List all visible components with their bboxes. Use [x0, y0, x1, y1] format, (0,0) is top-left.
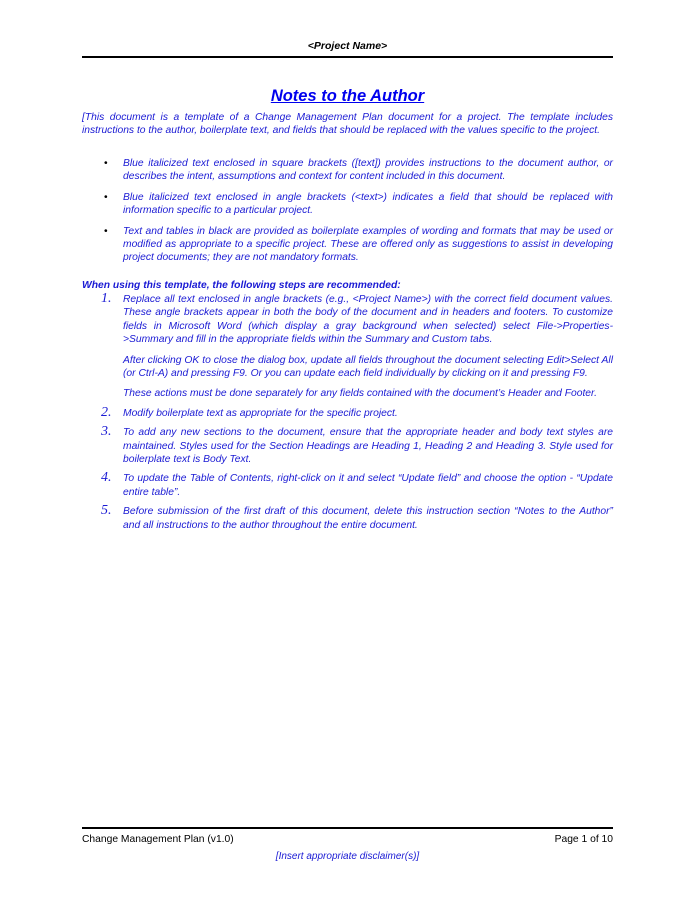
- steps-heading: When using this template, the following steps are recommended:: [82, 280, 401, 291]
- step-text: Before submission of the first draft of this document, delete this instruction section “Notes to the Author” and all instructions to the author throughout the entire document.: [123, 506, 613, 531]
- footer-document-name: Change Management Plan (v1.0): [82, 834, 234, 845]
- bullet-item: [82, 225, 613, 265]
- header-rule: [82, 56, 613, 58]
- bullet-text: Text and tables in black are provided as boilerplate examples of wording and formats that may be used or modified as appropriate to a specific project. These are offered only as suggestions to assist in developing project documents; they are not mandatory formats.: [123, 225, 613, 264]
- step-item: [82, 426, 613, 466]
- step-text: After clicking OK to close the dialog box, update all fields throughout the document selecting Edit>Select All (or Ctrl-A) and pressing F9. Or you can update each field individually by clicking on it and pressing F9.: [123, 354, 613, 380]
- step-number: 3.: [101, 424, 112, 440]
- step-text: Modify boilerplate text as appropriate for the specific project.: [123, 407, 398, 419]
- bullet-icon: •: [104, 158, 108, 169]
- step-text: These actions must be done separately for any fields contained with the document’s Header and Footer.: [123, 388, 597, 400]
- footer-rule: [82, 827, 613, 829]
- step-item: [82, 404, 613, 420]
- footer-page-number: Page 1 of 10: [554, 834, 613, 845]
- footer-disclaimer: [Insert appropriate disclaimer(s)]: [275, 851, 420, 862]
- bullet-list: [82, 157, 613, 272]
- step-number: 2.: [101, 404, 112, 420]
- bullet-icon: •: [104, 225, 108, 237]
- bullet-item: [82, 157, 613, 184]
- step-text: Replace all text enclosed in angle brackets (e.g., <Project Name>) with the correct field document values. These angle brackets appear in both the body of the document and in headers and footers. To customize fields in Microsoft Word (which display a gray background when selected) select File->Properties->Summary and fill in the appropriate fields within the Summary and Custom tabs.: [123, 294, 613, 346]
- bullet-item: [82, 191, 613, 218]
- step-text: To add any new sections to the document, ensure that the appropriate header and body text styles are maintained. Styles used for the Section Headings are Heading 1, Heading 2 and Heading 3. Style used for boilerplate text is Body Text.: [123, 427, 613, 466]
- bullet-text: Blue italicized text enclosed in square brackets ([text]) provides instructions to the document author, or describes the intent, assumptions and context for content included in this document.: [123, 158, 613, 183]
- step-item: [82, 505, 613, 532]
- intro-paragraph: [This document is a template of a Change Management Plan document for a project. The template includes instructions to the author, boilerplate text, and fields that should be replaced with the values specific to the project.: [82, 112, 613, 137]
- steps-list: [82, 293, 613, 538]
- bullet-text: Blue italicized text enclosed in angle brackets (<text>) indicates a field that should be replaced with information specific to a particular project.: [123, 191, 613, 217]
- header-project-name: <Project Name>: [307, 40, 388, 52]
- step-text: To update the Table of Contents, right-click on it and select “Update field” and choose the option - “Update entire table”.: [123, 473, 613, 498]
- step-item: [82, 293, 613, 401]
- bullet-icon: •: [104, 191, 108, 203]
- step-number: 5.: [101, 503, 112, 519]
- step-item: [82, 472, 613, 499]
- step-number: 4.: [101, 470, 112, 486]
- step-number: 1.: [101, 291, 112, 306]
- page-title: Notes to the Author: [270, 87, 425, 105]
